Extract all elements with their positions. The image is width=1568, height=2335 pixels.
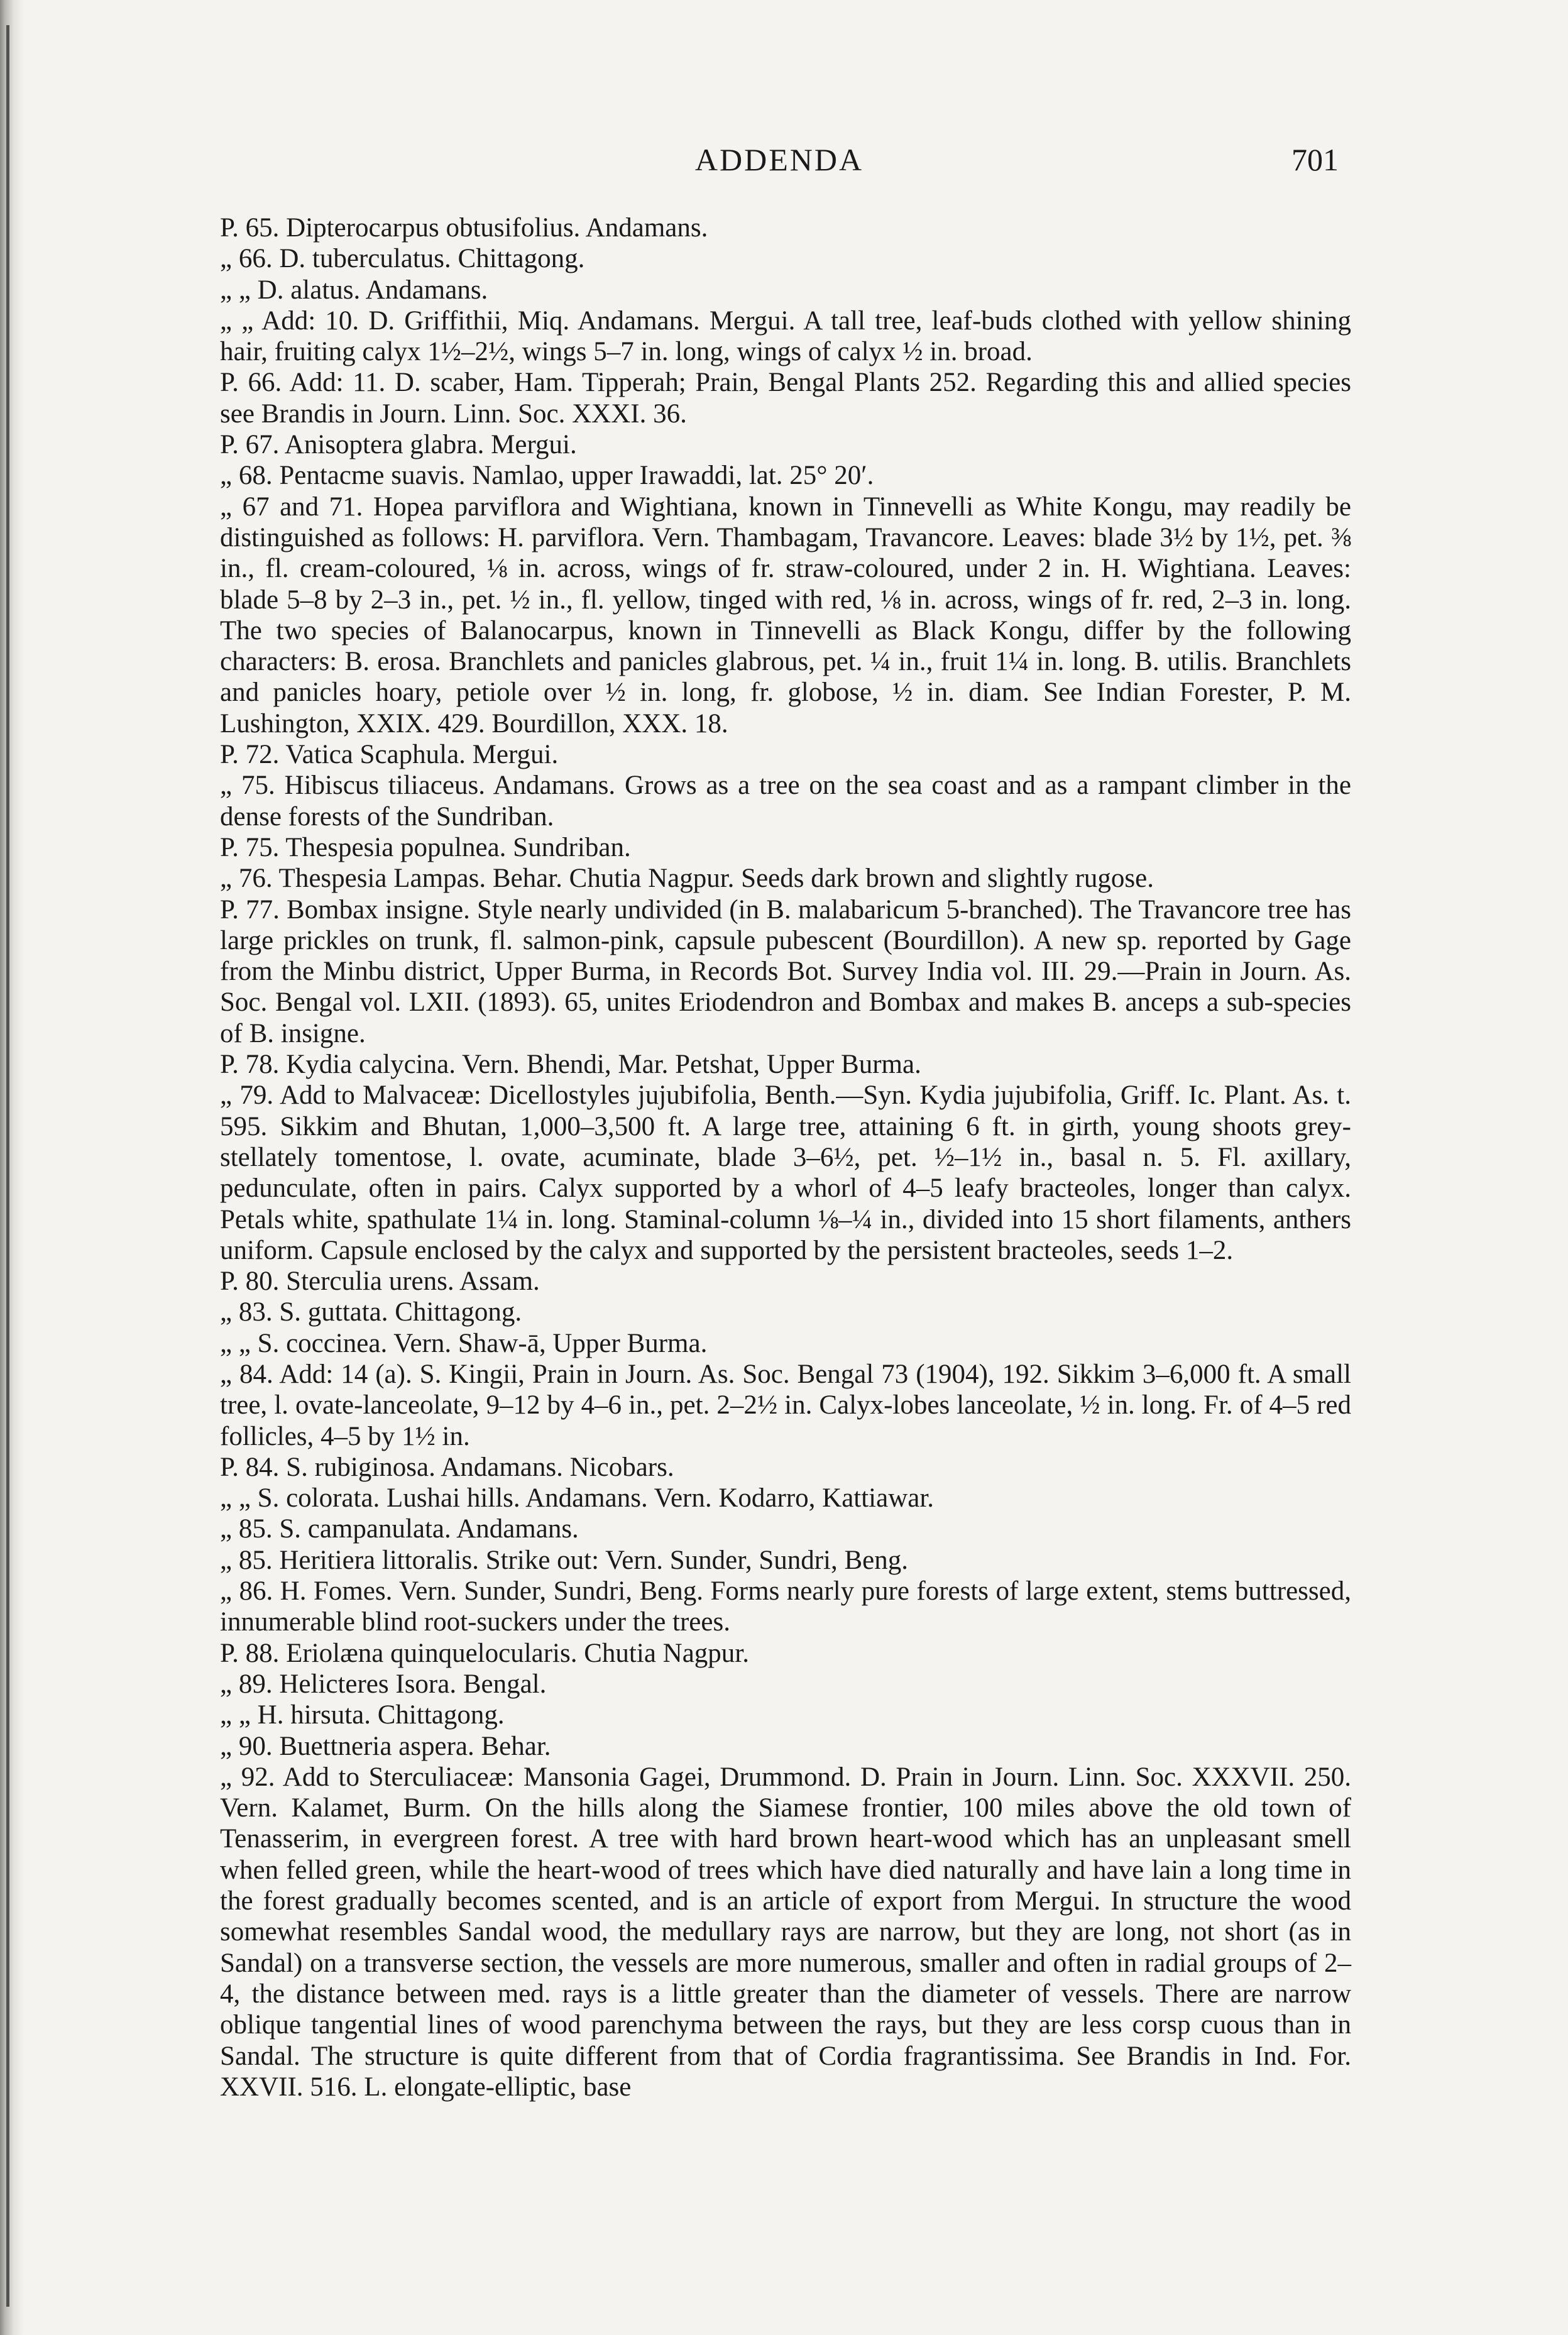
entry: „ 76. Thespesia Lampas. Behar. Chutia Nagpur. Seeds dark brown and slightly rugose.	[220, 864, 1154, 894]
entry: P. 65. Dipterocarpus obtusifolius. Andamans.	[220, 213, 708, 243]
entry: P. 88. Eriolæna quinquelocularis. Chutia Nagpur.	[220, 1638, 749, 1668]
entry: „ 90. Buettneria aspera. Behar.	[220, 1731, 551, 1761]
page-header	[220, 141, 1339, 185]
entry: P. 77. Bombax insigne. Style nearly undivided (in B. malabaricum 5-branched). The Travancore tree has large prickles on trunk, fl. salmon-pink, capsule pubescent (Bourdillon). A new sp. reported by Gage from the Minbu district, Upper Burma, in Records Bot. Survey India vol. III. 29.—Prain in Journ. As. Soc. Bengal vol. LXII. (1893). 65, unites Eriodendron and Bombax and makes B. anceps a sub-species of B. insigne.	[220, 894, 1351, 1048]
entry: „ 83. S. guttata. Chittagong.	[220, 1297, 522, 1327]
entry: P. 78. Kydia calycina. Vern. Bhendi, Mar. Petshat, Upper Burma.	[220, 1050, 921, 1080]
entry: „ „ S. colorata. Lushai hills. Andamans. Vern. Kodarro, Kattiawar.	[220, 1483, 935, 1514]
entry: „ 85. Heritiera littoralis. Strike out: Vern. Sunder, Sundri, Beng.	[220, 1545, 909, 1575]
entry: „ 68. Pentacme suavis. Namlao, upper Irawaddi, lat. 25° 20′.	[220, 461, 874, 491]
entry: „ 66. D. tuberculatus. Chittagong.	[220, 244, 585, 274]
page-number: 701	[1291, 142, 1339, 177]
entry: „ 85. S. campanulata. Andamans.	[220, 1514, 579, 1544]
entry: P. 72. Vatica Scaphula. Mergui.	[220, 740, 559, 770]
entry: „ 75. Hibiscus tiliaceus. Andamans. Grows as a tree on the sea coast and as a rampant climber in the dense forests of the Sundriban.	[220, 771, 1351, 832]
entry: P. 66. Add: 11. D. scaber, Ham. Tipperah; Prain, Bengal Plants 252. Regarding this and allied species see Brandis in Journ. Linn. Soc. XXXI. 36.	[220, 368, 1351, 429]
entry: „ 67 and 71. Hopea parviflora and Wightiana, known in Tinnevelli as White Kongu, may readily be distinguished as follows: H. parviflora. Vern. Thambagam, Travancore. Leaves: blade 3½ by 1½, pet. ⅜ in., fl. cream-coloured, ⅛ in. across, wings of fr. straw-coloured, under 2 in. H. Wightiana. Leaves: blade 5–8 by 2–3 in., pet. ½ in., fl. yellow, tinged with red, ⅛ in. across, wings of fr. red, 2–3 in. long. The two species of Balanocarpus, known in Tinnevelli as Black Kongu, differ by the following characters: B. erosa. Branchlets and panicles glabrous, pet. ¼ in., fruit 1¼ in. long. B. utilis. Branchlets and panicles hoary, petiole over ½ in. long, fr. globose, ½ in. diam. See Indian Forester, P. M. Lushington, XXIX. 429. Bourdillon, XXX. 18.	[220, 492, 1351, 739]
entry: „ „ Add: 10. D. Griffithii, Miq. Andamans. Mergui. A tall tree, leaf-buds clothed with yellow shining hair, fruiting calyx 1½–2½, wings 5–7 in. long, wings of calyx ½ in. broad.	[220, 305, 1351, 367]
page-binding-shadow	[6, 25, 9, 2307]
entry: P. 84. S. rubiginosa. Andamans. Nicobars.	[220, 1452, 674, 1482]
entry: „ 86. H. Fomes. Vern. Sunder, Sundri, Beng. Forms nearly pure forests of large extent, stems buttressed, innumerable blind root-suckers under the trees.	[220, 1576, 1351, 1637]
entry: „ „ H. hirsuta. Chittagong.	[220, 1700, 505, 1730]
text-body	[220, 212, 1351, 2102]
entry: P. 75. Thespesia populnea. Sundriban.	[220, 832, 631, 862]
entry: „ „ D. alatus. Andamans.	[220, 275, 488, 305]
running-head: ADDENDA	[694, 142, 864, 177]
entry: „ 79. Add to Malvaceæ: Dicellostyles jujubifolia, Benth.—Syn. Kydia jujubifolia, Griff. Ic. Plant. As. t. 595. Sikkim and Bhutan, 1,000–3,500 ft. A large tree, attaining 6 ft. in girth, young shoots grey-stellately tomentose, l. ovate, acuminate, blade 3–6½, pet. ½–1½ in., basal n. 5. Fl. axillary, pedunculate, often in pairs. Calyx supported by a whorl of 4–5 leafy bracteoles, longer than calyx. Petals white, spathulate 1¼ in. long. Staminal-column ⅛–¼ in., divided into 15 short filaments, anthers uniform. Capsule enclosed by the calyx and supported by the persistent bracteoles, seeds 1–2.	[220, 1080, 1351, 1265]
entry: „ 92. Add to Sterculiaceæ: Mansonia Gagei, Drummond. D. Prain in Journ. Linn. Soc. XXXVII. 250. Vern. Kalamet, Burm. On the hills along the Siamese frontier, 100 miles above the old town of Tenasserim, in evergreen forest. A tree with hard brown heart-wood which has an unpleasant smell when felled green, while the heart-wood of trees which have died naturally and have lain a long time in the forest gradually becomes scented, and is an article of export from Mergui. In structure the wood somewhat resembles Sandal wood, the medullary rays are narrow, but they are long, not short (as in Sandal) on a transverse section, the vessels are more numerous, smaller and often in radial groups of 2–4, the distance between med. rays is a little greater than the diameter of vessels. There are narrow oblique tangential lines of wood parenchyma between the rays, but they are less corsp cuous than in Sandal. The structure is quite different from that of Cordia fragrantissima. See Brandis in Ind. For. XXVII. 516. L. elongate-elliptic, base	[220, 1762, 1351, 2102]
entry: „ 89. Helicteres Isora. Bengal.	[220, 1669, 547, 1699]
entry: „ 84. Add: 14 (a). S. Kingii, Prain in Journ. As. Soc. Bengal 73 (1904), 192. Sikkim 3–6,000 ft. A small tree, l. ovate-lanceolate, 9–12 by 4–6 in., pet. 2–2½ in. Calyx-lobes lanceolate, ½ in. long. Fr. of 4–5 red follicles, 4–5 by 1½ in.	[220, 1359, 1351, 1451]
page-binding-edge	[0, 0, 24, 2335]
entry: P. 80. Sterculia urens. Assam.	[220, 1266, 540, 1297]
entry: P. 67. Anisoptera glabra. Mergui.	[220, 430, 577, 460]
entry: „ „ S. coccinea. Vern. Shaw-ā, Upper Burma.	[220, 1328, 708, 1358]
